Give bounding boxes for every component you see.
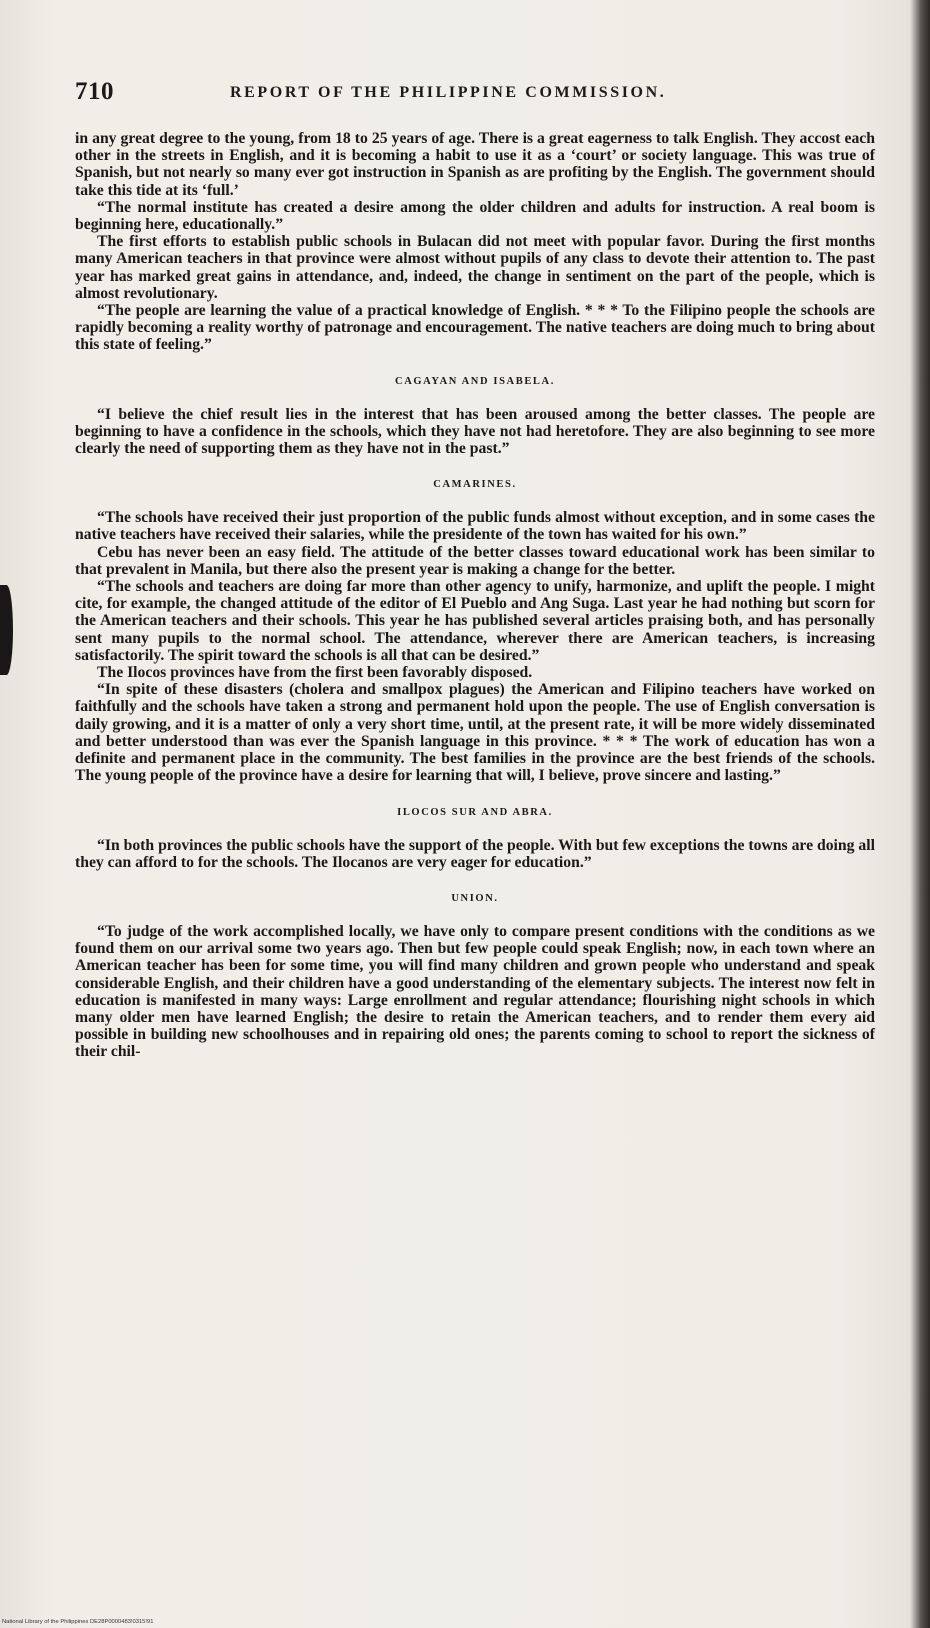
page-number: 710	[75, 78, 114, 105]
paragraph: “I believe the chief result lies in the interest that has been aroused among the better classes. The people are beginning to have a confidence in the schools, which they have not had heretofore. They are also beginning to see more clearly the need of supporting them as they have not in the past.”	[75, 405, 875, 458]
section-camarines	[75, 479, 875, 784]
running-head: REPORT OF THE PHILIPPINE COMMISSION.	[230, 84, 667, 101]
section-cagayan-isabela	[75, 376, 875, 458]
page-edge-shadow	[910, 0, 930, 1628]
paragraph: The Ilocos provinces have from the first been favorably disposed.	[97, 664, 533, 682]
section-union	[75, 893, 875, 1061]
scan-footer: National Library of the Philippines DE28P0000483!0315!91	[2, 1619, 154, 1625]
scan-blot	[0, 585, 13, 675]
paragraph: Cebu has never been an easy field. The attitude of the better classes toward educational work has been similar to that prevalent in Manila, but there also the present year is making a change for the better.	[75, 543, 875, 578]
page-header	[75, 78, 875, 114]
section-ilocos-sur-abra	[75, 807, 875, 871]
paragraph: The first efforts to establish public schools in Bulacan did not meet with popular favor. During the first months many American teachers in that province were almost without pupils of any class to devote their attention to. The past year has marked great gains in attendance, and, indeed, the change in sentiment on the part of the people, which is almost revolutionary.	[75, 233, 875, 302]
paragraph: “The schools have received their just proportion of the public funds almost without exception, and in some cases the native teachers have received their salaries, while the presidente of the town has waited for his own.”	[75, 509, 875, 544]
section-heading: CAGAYAN AND ISABELA.	[395, 375, 555, 387]
section-heading: ILOCOS SUR AND ABRA.	[397, 806, 553, 818]
paragraph: “The normal institute has created a desire among the older children and adults for instruction. A real boom is beginning here, educationally.”	[75, 198, 875, 234]
paragraph: “To judge of the work accomplished locally, we have only to compare present conditions with the conditions as we found them on our arrival some two years ago. Then but few people could speak English; now, in each town where an American teacher has been for some time, you will find many children and grown people who understand and speak considerable English, and their children have a good understanding of the elementary subjects. The interest now felt in education is manifested in many ways: Large enrollment and regular attendance; flourishing night schools in which many older men have learned English; the desire to retain the American teachers, and to render them every aid possible in building new schoolhouses and in repairing old ones; the parents coming to school to report the sickness of their chil-	[75, 922, 875, 1061]
paragraph: in any great degree to the young, from 18 to 25 years of age. There is a great eagerness to talk English. They accost each other in the streets in English, and it is becoming a habit to use it as a ‘court’ or society language. This was true of Spanish, but not nearly so many ever got instruction in Spanish as are profiting by the English. The government should take this tide at its ‘full.’	[75, 130, 875, 199]
section-heading: CAMARINES.	[433, 479, 517, 491]
page-body	[75, 130, 875, 1061]
paragraph: “In both provinces the public schools have the support of the people. With but few exceptions the towns are doing all they can afford to for the schools. The Ilocanos are very eager for education.”	[75, 836, 875, 871]
paragraph: “The people are learning the value of a practical knowledge of English. * * * To the Filipino people the schools are rapidly becoming a reality worthy of patronage and encouragement. The native teachers are doing much to bring about this state of feeling.”	[75, 302, 875, 354]
paragraph: “The schools and teachers are doing far more than other agency to unify, harmonize, and uplift the people. I might cite, for example, the changed attitude of the editor of El Pueblo and Ang Suga. Last year he had nothing but scorn for the American teachers and their schools. This year he has published several articles praising both, and has personally sent many pupils to the normal school. The attendance, wherever there are American teachers, is increasing satisfactorily. The spirit toward the schools is all that can be desired.”	[75, 578, 875, 664]
section-intro	[75, 130, 875, 354]
paragraph: “In spite of these disasters (cholera and smallpox plagues) the American and Filipino teachers have worked on faithfully and the schools have taken a strong and permanent hold upon the people. The use of English conversation is daily growing, and it is a matter of only a very short time, until, at the present rate, it will be more widely disseminated and better understood than was ever the Spanish language in this province. * * * The work of education has won a definite and permanent place in the community. The best families in the province are the best friends of the schools. The young people of the province have a desire for learning that will, I believe, prove sincere and lasting.”	[75, 681, 875, 785]
section-heading: UNION.	[451, 892, 499, 904]
